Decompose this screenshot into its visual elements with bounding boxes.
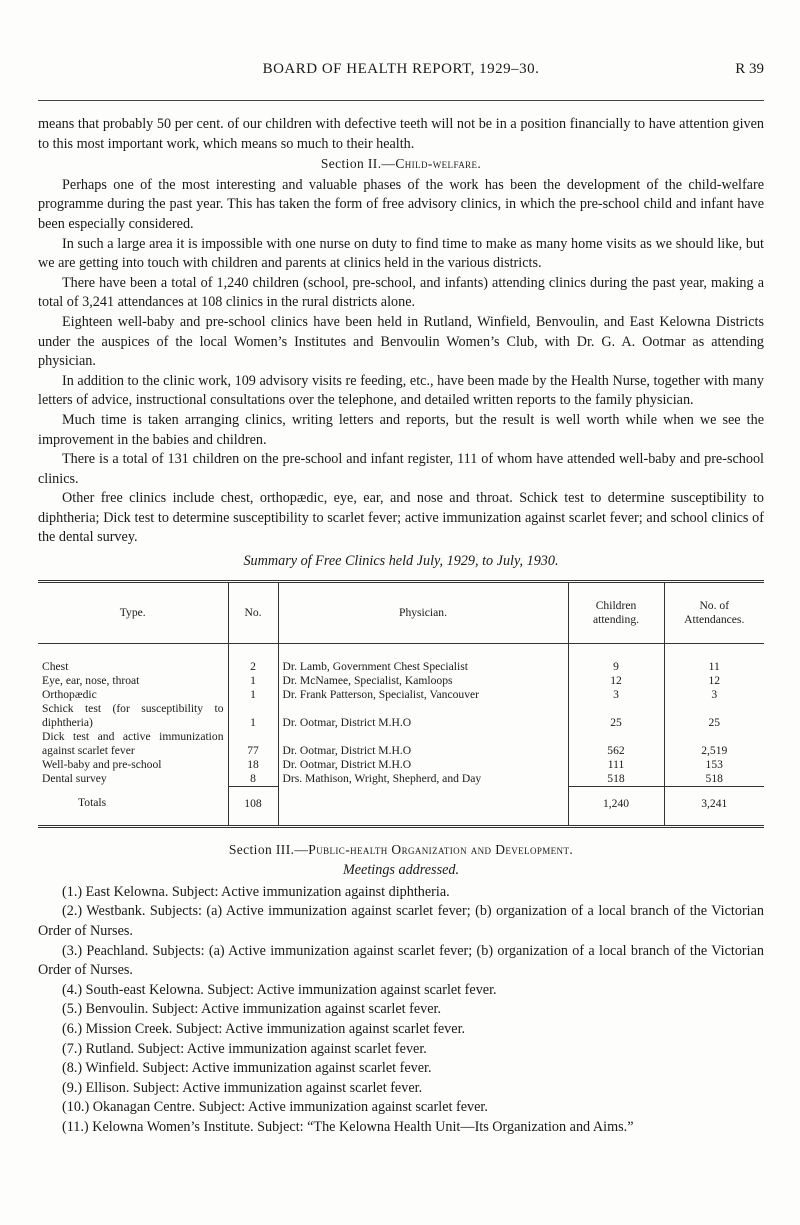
cell-no: 2: [228, 643, 278, 674]
cell-attendances: 25: [664, 702, 764, 730]
cell-type: Dick test and active immunization against scarlet fever: [42, 729, 224, 757]
cell-attendances: 3,241: [664, 786, 764, 826]
table-row: [38, 674, 764, 688]
cell-attendances: 518: [664, 772, 764, 787]
cell-attendances: 2,519: [664, 730, 764, 758]
section-3-prefix: Section III.—: [228, 841, 309, 857]
section-2-paragraph: There is a total of 131 children on the pre-school and infant register, 111 of whom have attended well-baby and pre-school clinics.: [38, 451, 764, 487]
section-3-heading: [38, 840, 764, 860]
totals-row: [38, 786, 764, 826]
table-row: [38, 688, 764, 702]
intro-paragraph: means that probably 50 per cent. of our children with defective teeth will not be in a position financially to have attention given to this most important work, which means so much to their health.: [38, 116, 764, 152]
list-item: (11.) Kelowna Women’s Institute. Subject: “The Kelowna Health Unit—Its Organization and Aims.”: [62, 1118, 634, 1135]
cell-attendances: 11: [664, 643, 764, 674]
col-header-no: No.: [228, 581, 278, 643]
list-item: (7.) Rutland. Subject: Active immunization against scarlet fever.: [62, 1040, 427, 1057]
cell-physician: Dr. Lamb, Government Chest Specialist: [278, 643, 568, 674]
cell-children: 562: [568, 730, 664, 758]
list-item: (8.) Winfield. Subject: Active immunization against scarlet fever.: [62, 1060, 432, 1077]
cell-physician: Dr. Ootmar, District M.H.O: [278, 702, 568, 730]
cell-type: Schick test (for susceptibility to diphtheria): [42, 701, 224, 729]
cell-physician: Dr. Frank Patterson, Specialist, Vancouver: [278, 688, 568, 702]
table-row: [38, 730, 764, 758]
col-header-physician: Physician.: [278, 581, 568, 643]
cell-children: 518: [568, 772, 664, 787]
clinic-summary-table: [38, 580, 764, 828]
section-2-title: Child-welfare.: [395, 156, 482, 172]
cell-no: 8: [228, 772, 278, 787]
cell-no: 108: [228, 786, 278, 826]
section-2-paragraph: In addition to the clinic work, 109 advisory visits re feeding, etc., have been made by the Health Nurse, together with many letters of advice, instructional consultations over the telephone, and detailed written reports to the family physician.: [38, 372, 764, 409]
list-item: (2.) Westbank. Subjects: (a) Active immunization against scarlet fever; (b) organization of a local branch of the Victorian Order of Nurses.: [38, 903, 764, 940]
cell-children: 25: [568, 702, 664, 730]
cell-physician: Dr. McNamee, Specialist, Kamloops: [278, 674, 568, 688]
cell-children: 111: [568, 758, 664, 772]
section-2-paragraph: Much time is taken arranging clinics, writing letters and reports, but the result is well worth while when we see the improvement in the babies and children.: [38, 411, 764, 448]
table-row: [38, 772, 764, 787]
list-item: (4.) South-east Kelowna. Subject: Active immunization against scarlet fever.: [62, 981, 497, 998]
cell-type: Chest: [42, 659, 69, 673]
col-header-children: Children attending.: [568, 581, 664, 643]
table-caption: Summary of Free Clinics held July, 1929, to July, 1930.: [243, 553, 559, 570]
section-2-paragraph: Perhaps one of the most interesting and valuable phases of the work has been the development of the child-welfare programme during the past year. This has taken the form of free advisory clinics, in which the pre-school child and infant have been especially considered.: [38, 176, 764, 232]
col-header-attendances: No. of Attendances.: [664, 581, 764, 643]
section-2-prefix: Section II.—: [320, 156, 396, 172]
cell-physician: Dr. Ootmar, District M.H.O: [278, 758, 568, 772]
section-2-heading: [38, 154, 764, 174]
list-item: (10.) Okanagan Centre. Subject: Active immunization against scarlet fever.: [62, 1099, 488, 1116]
cell-type: Well-baby and pre-school: [42, 757, 162, 771]
body-text: [38, 115, 764, 1138]
section-2-paragraph: Eighteen well-baby and pre-school clinics have been held in Rutland, Winfield, Benvoulin, and East Kelowna Districts under the auspices of the local Women’s Institutes and Benvoulin Women’s Club, with Dr. G. A. Ootmar as attending physician.: [38, 313, 764, 370]
list-item: (1.) East Kelowna. Subject: Active immunization against diphtheria.: [62, 883, 450, 900]
page-header: [38, 61, 764, 85]
cell-no: 1: [228, 674, 278, 688]
page-number: R 39: [735, 61, 764, 77]
cell-type: Eye, ear, nose, throat: [42, 673, 140, 687]
cell-no: 1: [228, 688, 278, 702]
cell-attendances: 3: [664, 688, 764, 702]
cell-no: 77: [228, 730, 278, 758]
header-rule: [38, 100, 764, 101]
cell-children: 12: [568, 674, 664, 688]
list-item: (9.) Ellison. Subject: Active immunization against scarlet fever.: [62, 1079, 423, 1096]
section-2-paragraph: There have been a total of 1,240 children (school, pre-school, and infants) attending clinics during the past year, making a total of 3,241 attendances at 108 clinics in the rural districts alone.: [38, 274, 764, 311]
meetings-subheading: Meetings addressed.: [342, 862, 460, 879]
cell-attendances: 12: [664, 674, 764, 688]
section-3-title: Public-health Organization and Development.: [308, 841, 574, 857]
section-2-paragraph: In such a large area it is impossible with one nurse on duty to find time to make as many home visits as we should like, but we are getting into touch with children and parents at clinics held in the various districts.: [38, 235, 764, 272]
cell-type: Totals: [78, 796, 107, 810]
cell-no: 18: [228, 758, 278, 772]
cell-no: 1: [228, 702, 278, 730]
cell-physician: [278, 786, 568, 826]
table-header-row: [38, 581, 764, 643]
table-row: [38, 758, 764, 772]
cell-physician: Drs. Mathison, Wright, Shepherd, and Day: [278, 772, 568, 787]
cell-type: Dental survey: [42, 771, 107, 785]
cell-attendances: 153: [664, 758, 764, 772]
running-title: BOARD OF HEALTH REPORT, 1929–30.: [262, 61, 540, 77]
list-item: (3.) Peachland. Subjects: (a) Active immunization against scarlet fever; (b) organization of a local branch of the Victorian Order of Nurses.: [38, 942, 764, 979]
cell-children: 3: [568, 688, 664, 702]
cell-children: 9: [568, 643, 664, 674]
cell-physician: Dr. Ootmar, District M.H.O: [278, 730, 568, 758]
meetings-list: [38, 883, 764, 1138]
col-header-type: Type.: [38, 581, 228, 643]
table-row: [38, 702, 764, 730]
list-item: (6.) Mission Creek. Subject: Active immunization against scarlet fever.: [62, 1021, 466, 1037]
list-item: (5.) Benvoulin. Subject: Active immunization against scarlet fever.: [62, 1001, 442, 1018]
table-row: [38, 643, 764, 674]
cell-type: Orthopædic: [42, 687, 97, 701]
cell-children: 1,240: [568, 786, 664, 826]
section-2-paragraph: Other free clinics include chest, orthopædic, eye, ear, and nose and throat. Schick test to determine susceptibility to diphtheria; Dick test to determine susceptibility to scarlet fever; active immunization against scarlet fever; and school clinics of the dental survey.: [38, 490, 764, 546]
